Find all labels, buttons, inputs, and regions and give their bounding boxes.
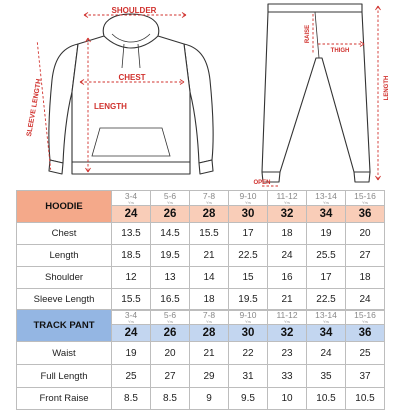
value-cell: 15.5 — [112, 289, 151, 311]
value-cell: 35 — [307, 365, 346, 388]
value-cell: 29 — [190, 365, 229, 388]
value-cell: 22.5 — [229, 245, 268, 267]
row-label: Waist — [17, 342, 112, 365]
table-row — [17, 223, 385, 245]
value-cell: 12 — [112, 267, 151, 289]
hoodie-waistband — [72, 162, 190, 174]
value-cell: 25 — [346, 342, 385, 365]
age-cell: 5-6 Yrs — [151, 191, 190, 206]
value-cell: 19.5 — [151, 245, 190, 267]
age-cell: 13-14 Yrs — [307, 310, 346, 325]
value-cell: 17 — [307, 267, 346, 289]
value-cell: 22 — [229, 342, 268, 365]
value-cell: 20 — [346, 223, 385, 245]
value-cell: 10.5 — [307, 388, 346, 410]
size-cell: 30 — [229, 325, 268, 342]
hoodie-table-title: HOODIE — [17, 191, 112, 223]
row-label: Length — [17, 245, 112, 267]
value-cell: 20 — [151, 342, 190, 365]
size-cell: 36 — [346, 325, 385, 342]
hoodie-body — [72, 36, 190, 162]
value-cell: 14 — [190, 267, 229, 289]
size-cell: 32 — [268, 206, 307, 223]
size-cell: 36 — [346, 206, 385, 223]
row-label: Shoulder — [17, 267, 112, 289]
table-row — [17, 365, 385, 388]
trackpant-open-label: OPEN — [253, 180, 271, 186]
value-cell: 10.5 — [346, 388, 385, 410]
value-cell: 9.5 — [229, 388, 268, 410]
trackpant-waistband — [268, 4, 362, 12]
age-cell: 7-8 Yrs — [190, 191, 229, 206]
row-label: Sleeve Length — [17, 289, 112, 311]
value-cell: 18.5 — [112, 245, 151, 267]
value-cell: 13.5 — [112, 223, 151, 245]
age-cell: 11-12 Yrs — [268, 191, 307, 206]
trackpant-thigh-label: THIGH — [330, 48, 350, 54]
trackpant-body — [262, 12, 370, 172]
age-cell: 7-8 Yrs — [190, 310, 229, 325]
value-cell: 18 — [190, 289, 229, 311]
size-cell: 32 — [268, 325, 307, 342]
size-cell: 26 — [151, 206, 190, 223]
garment-illustration — [0, 0, 400, 188]
row-label: Full Length — [17, 365, 112, 388]
value-cell: 22.5 — [307, 289, 346, 311]
value-cell: 23 — [268, 342, 307, 365]
value-cell: 27 — [346, 245, 385, 267]
hoodie-size-table — [16, 190, 385, 311]
value-cell: 9 — [190, 388, 229, 410]
size-cell: 28 — [190, 325, 229, 342]
trackpant-size-table — [16, 309, 385, 410]
trackpant-right-cuff — [354, 172, 370, 182]
size-cell: 34 — [307, 206, 346, 223]
hoodie-shoulder-label: SHOULDER — [111, 6, 157, 15]
value-cell: 31 — [229, 365, 268, 388]
value-cell: 24 — [268, 245, 307, 267]
value-cell: 21 — [190, 245, 229, 267]
value-cell: 25 — [112, 365, 151, 388]
table-row — [17, 388, 385, 410]
table-row — [17, 289, 385, 311]
value-cell: 25.5 — [307, 245, 346, 267]
size-cell: 24 — [112, 325, 151, 342]
hoodie-drawing — [49, 14, 213, 174]
size-cell: 26 — [151, 325, 190, 342]
table-row — [17, 245, 385, 267]
value-cell: 19 — [307, 223, 346, 245]
value-cell: 24 — [307, 342, 346, 365]
hoodie-length-label: LENGTH — [94, 102, 127, 111]
size-cell: 24 — [112, 206, 151, 223]
value-cell: 8.5 — [112, 388, 151, 410]
value-cell: 21 — [268, 289, 307, 311]
trackpant-raise-label: RAISE — [305, 24, 311, 44]
value-cell: 18 — [346, 267, 385, 289]
size-cell: 30 — [229, 206, 268, 223]
value-cell: 37 — [346, 365, 385, 388]
trackpant-table-title: TRACK PANT — [17, 310, 112, 342]
hoodie-sleeve-length-label: SLEEVE LENGTH — [26, 78, 44, 138]
hoodie-chest-label: CHEST — [118, 73, 146, 82]
age-cell: 5-6 Yrs — [151, 310, 190, 325]
value-cell: 16 — [268, 267, 307, 289]
age-cell: 9-10 Yrs — [229, 191, 268, 206]
age-cell: 9-10 Yrs — [229, 310, 268, 325]
trackpant-length-label: LENGTH — [384, 75, 390, 101]
value-cell: 14.5 — [151, 223, 190, 245]
size-cell: 34 — [307, 325, 346, 342]
table-row — [17, 342, 385, 365]
value-cell: 17 — [229, 223, 268, 245]
table-row — [17, 267, 385, 289]
age-cell: 3-4 Yrs — [112, 191, 151, 206]
value-cell: 27 — [151, 365, 190, 388]
trackpant-drawing — [262, 4, 370, 182]
value-cell: 15.5 — [190, 223, 229, 245]
age-cell: 3-4 Yrs — [112, 310, 151, 325]
value-cell: 13 — [151, 267, 190, 289]
row-label: Front Raise — [17, 388, 112, 410]
value-cell: 19 — [112, 342, 151, 365]
age-cell: 11-12 Yrs — [268, 310, 307, 325]
age-cell: 15-16 Yrs — [346, 310, 385, 325]
age-cell: 13-14 Yrs — [307, 191, 346, 206]
size-cell: 28 — [190, 206, 229, 223]
hoodie-right-cuff — [199, 160, 213, 174]
hoodie-left-cuff — [49, 160, 63, 174]
value-cell: 24 — [346, 289, 385, 311]
value-cell: 19.5 — [229, 289, 268, 311]
value-cell: 10 — [268, 388, 307, 410]
row-label: Chest — [17, 223, 112, 245]
value-cell: 15 — [229, 267, 268, 289]
value-cell: 33 — [268, 365, 307, 388]
value-cell: 21 — [190, 342, 229, 365]
value-cell: 8.5 — [151, 388, 190, 410]
age-cell: 15-16 Yrs — [346, 191, 385, 206]
value-cell: 16.5 — [151, 289, 190, 311]
value-cell: 18 — [268, 223, 307, 245]
